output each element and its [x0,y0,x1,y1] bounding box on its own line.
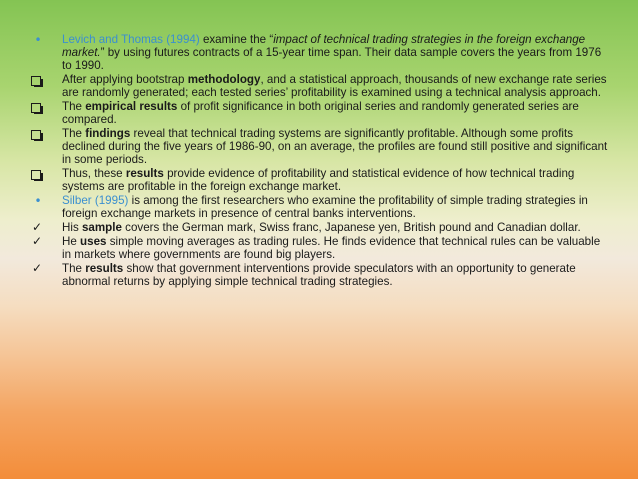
checkmark-bullet-icon: ✓ [31,233,43,248]
list-item: ✓ His sample covers the German mark, Swiss franc, Japanese yen, British pound and Canadian dollar. [31,219,581,234]
list-item: Thus, these results provide evidence of profitability and statistical evidence of how technical trading systems are profitable in the foreign exchange market. [30,168,608,194]
list-item: The findings reveal that technical trading systems are significantly profitable. Although some profits declined during the five years of 1986-90, on an average, the profiles are found still positive and significant in some periods. [30,128,608,167]
list-item: ✓ The results show that government interventions provide speculators with an opportunity to generate abnormal returns by applying simple technical trading strategies. [31,260,576,288]
dot-bullet-icon: • [34,33,42,47]
list-item: • Levich and Thomas (1994) examine the “impact of technical trading strategies in the foreign exchange market.” by using futures contracts of a 15-year time span. Their data sample covers the years from 1976 to 1990. [30,34,608,73]
list-item: After applying bootstrap methodology, and a statistical approach, thousands of new exchange rate series are randomly generated; each tested series’ profitability is examined using a technical analysis approach. [30,74,608,100]
bullet-list [30,34,608,290]
dot-bullet-icon: • [34,193,42,208]
author-citation: Levich and Thomas (1994) [62,33,200,46]
list-item: • Silber (1995) is among the first researchers who examine the profitability of simple trading strategies in foreign exchange markets in presence of central banks interventions. [30,195,608,221]
checkmark-bullet-icon: ✓ [31,260,43,275]
checkbox-bullet-icon [31,76,41,86]
list-item: The empirical results of profit significance in both original series and randomly generated series are compared. [30,101,608,127]
checkbox-bullet-icon [31,130,41,140]
checkbox-bullet-icon [31,170,41,180]
checkbox-bullet-icon [31,103,41,113]
author-citation: Silber (1995) [62,193,129,207]
list-item: ✓ He uses simple moving averages as trading rules. He finds evidence that technical rules can be valuable in markets where governments are found big players. [31,233,601,261]
quoted-title: impact of technical trading strategies in the foreign exchange market. [62,33,586,59]
checkmark-bullet-icon: ✓ [31,219,43,234]
